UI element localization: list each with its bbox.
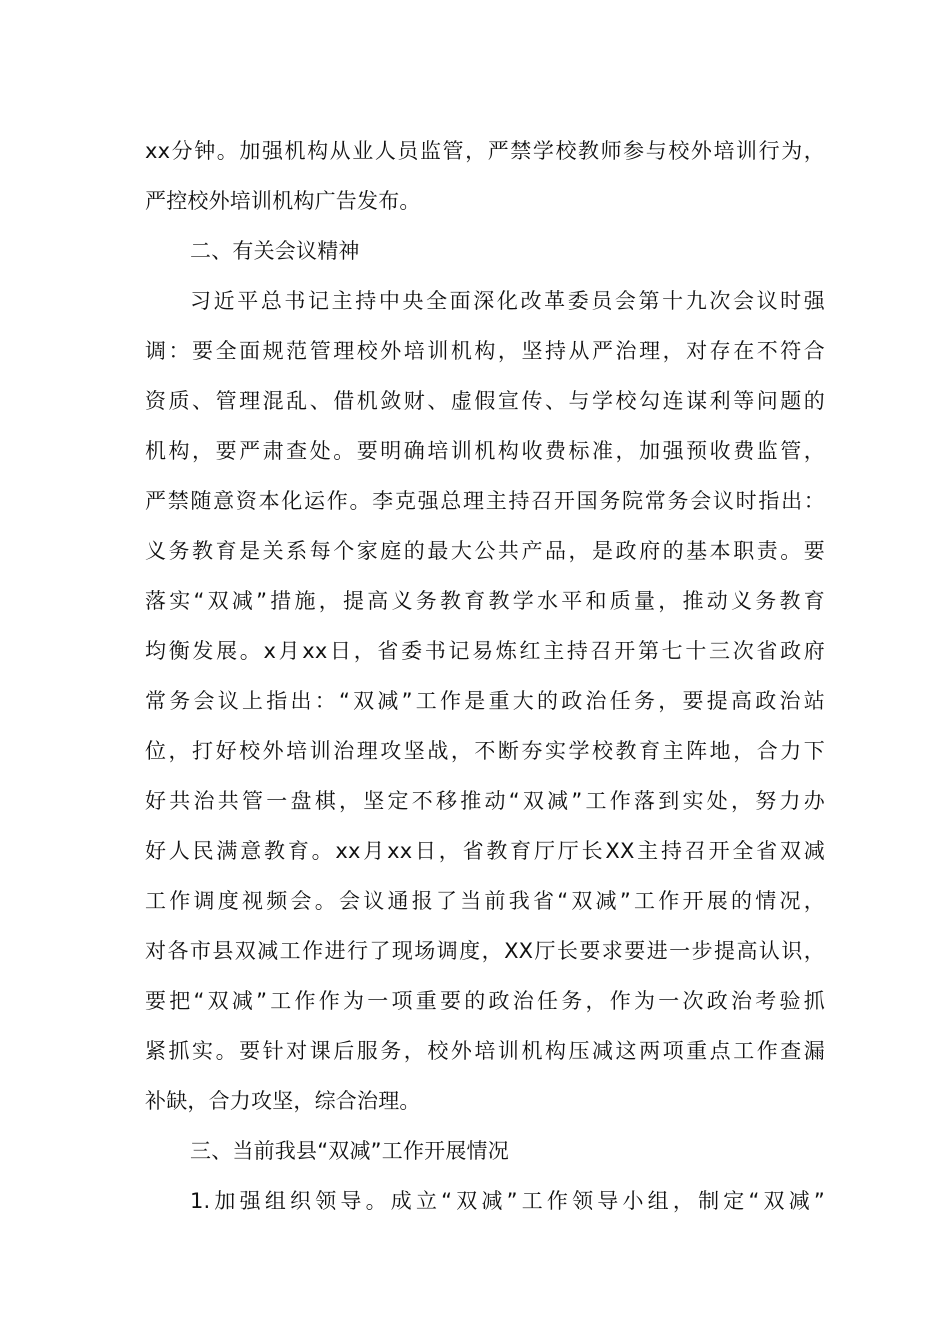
text-line: 紧抓实。要针对课后服务，校外培训机构压减这两项重点工作查漏 (145, 1039, 825, 1063)
text-line: 严禁随意资本化运作。李克强总理主持召开国务院常务会议时指出： (145, 489, 825, 513)
text-line: 位，打好校外培训治理攻坚战，不断夯实学校教育主阵地，合力下 (145, 739, 825, 763)
text-line: 常务会议上指出：“双减”工作是重大的政治任务，要提高政治站 (145, 689, 825, 713)
text-line: 习近平总书记主持中央全面深化改革委员会第十九次会议时强 (190, 289, 825, 313)
text-line: 机构，要严肃查处。要明确培训机构收费标准，加强预收费监管， (145, 439, 825, 463)
text-line: 对各市县双减工作进行了现场调度，XX厅长要求要进一步提高认识， (145, 939, 825, 963)
text-line: 要把“双减”工作作为一项重要的政治任务，作为一次政治考验抓 (145, 989, 825, 1013)
text-line: 均衡发展。x月xx日，省委书记易炼红主持召开第七十三次省政府 (145, 639, 825, 663)
text-line: xx分钟。加强机构从业人员监管，严禁学校教师参与校外培训行为， (145, 139, 825, 163)
text-line: 工作调度视频会。会议通报了当前我省“双减”工作开展的情况， (145, 889, 825, 913)
text-line: 好共治共管一盘棋，坚定不移推动“双减”工作落到实处，努力办 (145, 789, 825, 813)
text-line: 好人民满意教育。xx月xx日，省教育厅厅长XX主持召开全省双减 (145, 839, 825, 863)
text-line: 资质、管理混乱、借机敛财、虚假宣传、与学校勾连谋利等问题的 (145, 389, 825, 413)
text-line: 落实“双减”措施，提高义务教育教学水平和质量，推动义务教育 (145, 589, 825, 613)
text-line: 补缺，合力攻坚，综合治理。 (145, 1089, 421, 1113)
text-line: 调：要全面规范管理校外培训机构，坚持从严治理，对存在不符合 (145, 339, 825, 363)
section-heading: 二、有关会议精神 (190, 239, 360, 263)
text-line: 义务教育是关系每个家庭的最大公共产品，是政府的基本职责。要 (145, 539, 825, 563)
text-line: 1.加强组织领导。成立“双减”工作领导小组，制定“双减” (190, 1189, 825, 1213)
section-heading: 三、当前我县“双减”工作开展情况 (190, 1139, 509, 1163)
text-line: 严控校外培训机构广告发布。 (145, 189, 421, 213)
